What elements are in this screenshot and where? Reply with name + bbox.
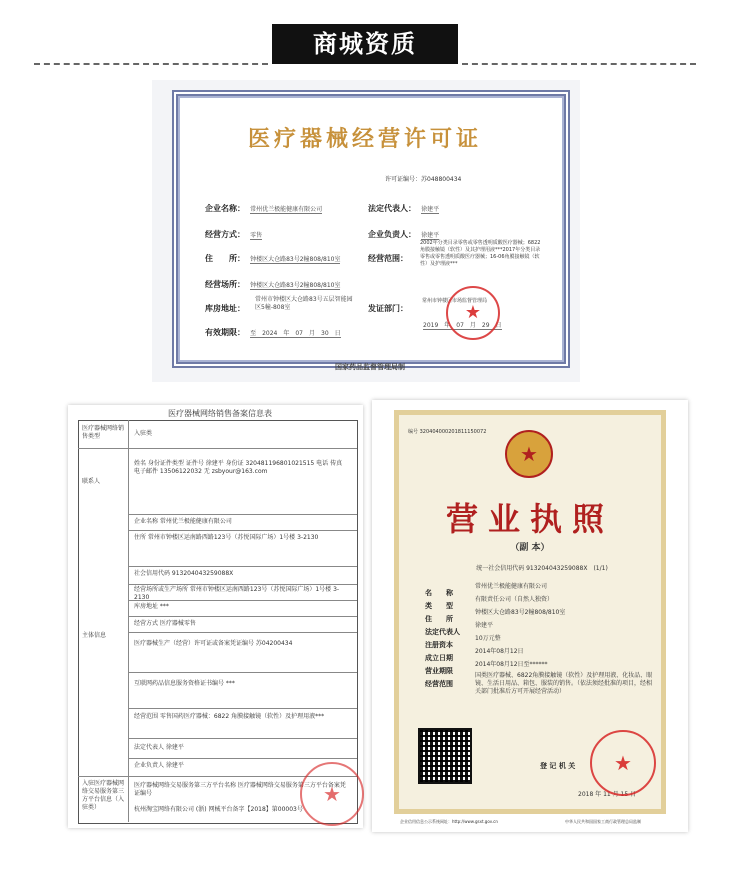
permit-issuer: 国家药品监督管理局制 xyxy=(335,363,405,371)
field-label: 企业负责人： xyxy=(368,230,416,239)
form-row-value: 姓名 身份证件类型 证件号 徐建平 身份证 320481196801021515 电话 传真 电子邮件 13506122032 无 zsbyour@163.com xyxy=(134,460,343,475)
form-row-value: 社会信用代码 913204043259088X xyxy=(134,570,234,577)
permit-issue-date: 2019 年 07 月 29 日 xyxy=(423,322,502,329)
field-label: 经营范围： xyxy=(368,254,408,263)
official-seal: ★ xyxy=(300,762,364,826)
form-row-value: 库房地址 *** xyxy=(134,603,169,610)
qr-code xyxy=(418,728,472,784)
form-row-value: 入驻类 xyxy=(134,430,153,437)
license-field-value: 有限责任公司（自然人独资） xyxy=(475,596,554,603)
form-row-value: 企业负责人 徐建平 xyxy=(134,762,184,769)
form-row-value: 医疗器械网络交易服务第三方平台名称 医疗器械网络交易服务第三方平台备案凭证编号 xyxy=(134,782,346,797)
form-divider xyxy=(128,616,357,617)
license-field-label: 类 型 xyxy=(425,602,453,610)
official-seal: ★ xyxy=(446,286,500,340)
form-row-label: 联系人 xyxy=(82,478,101,485)
permit-number: 许可证编号：苏048800434 xyxy=(385,176,462,183)
license-issue-date: 2018 年 11 月 15 日 xyxy=(578,791,637,798)
section-title: 商城资质 xyxy=(272,24,458,64)
field-label: 发证部门： xyxy=(368,304,408,313)
field-value: 至 2024 年 07 月 30 日 xyxy=(250,330,341,337)
field-value: 2002年分类目录零售或零售透明质酸医疗器械；6822 角膜接触镜（软性）及其护理用液***2017年分类目录零售或零售透明质酸医疗器械；16-06角膜接触镜（软性）及护理液*** xyxy=(420,240,541,267)
license-field-value: 钟楼区大仓路83号2幢808/810室 xyxy=(475,609,566,616)
registration-authority: 登 记 机 关 xyxy=(540,762,576,770)
license-field-label: 成立日期 xyxy=(425,654,453,662)
license-field-value: 2014年08月12日 xyxy=(475,648,524,655)
left-divider xyxy=(34,63,268,65)
license-field-value: 10万元整 xyxy=(475,635,501,642)
license-field-label: 名 称 xyxy=(425,589,453,597)
form-row-value: 互联网药品信息服务资格证书编号 *** xyxy=(134,680,235,687)
form-row-value: 经营方式 医疗器械零售 xyxy=(134,620,196,627)
license-field-value: 2014年08月12日至****** xyxy=(475,661,548,668)
field-label: 经营方式： xyxy=(205,230,245,239)
license-field-label: 法定代表人 xyxy=(425,628,460,636)
form-row-value: 经营范围 零售国药医疗器械：6822 角膜接触镜（软性）及护理用液*** xyxy=(134,713,325,720)
license-footer-right: 中华人民共和国国家工商行政管理总局监制 xyxy=(565,819,641,824)
form-row-value: 医疗器械生产（经营）许可证或备案凭证编号 苏04200434 xyxy=(134,640,293,647)
form-divider xyxy=(128,514,357,515)
license-field-value: 国类医疗器械、6822角膜接触镜（软性）及护理用液、化妆品、眼镜、生活日用品、箱包、服装的销售。（依法须经批准的项目，经相关部门批准后方可开展经营活动） xyxy=(475,672,653,695)
form-row-value: 企业名称 常州优兰极能健康有限公司 xyxy=(134,518,232,525)
permit-title: 医疗器械经营许可证 xyxy=(247,126,482,152)
form-divider xyxy=(128,708,357,709)
field-label: 有效期限： xyxy=(205,328,245,337)
field-value: 零售 xyxy=(250,232,263,239)
field-value: 徐建平 xyxy=(421,206,440,213)
license-footer-left: 企业信用信息公示系统网址：http://www.gsxt.gov.cn xyxy=(400,819,498,824)
field-value: 钟楼区大仓路83号2幢808/810室 xyxy=(250,256,341,263)
form-row-value: 经营场所或生产场所 常州市钟楼区运南西路123号（苏悦国际广场）1号楼 3-2130 xyxy=(134,586,340,601)
field-label: 经营场所： xyxy=(205,280,245,289)
form-title: 医疗器械网络销售备案信息表 xyxy=(168,409,272,418)
field-value: 常州优兰极能健康有限公司 xyxy=(250,206,323,213)
license-serial: 编号 320404000201811150072 xyxy=(408,429,487,435)
form-row-label: 医疗器械网络销售类型 xyxy=(82,425,125,440)
license-field-label: 注册资本 xyxy=(425,641,453,649)
field-value: 钟楼区大仓路83号2幢808/810室 xyxy=(250,282,341,289)
form-row-value: 住所 常州市钟楼区运南路西路123号（苏悦国际广场）1号楼 3-2130 xyxy=(134,534,319,541)
credit-code: 统一社会信用代码 913204043259088X (1/1) xyxy=(476,565,608,572)
field-value: 常州市钟楼区市场监督管理局 xyxy=(422,298,488,304)
form-row-value: 杭州淘宝网络有限公司 (浙) 网械平台备字【2018】第00003号 xyxy=(134,806,303,813)
form-divider xyxy=(128,758,357,759)
field-label: 企业名称： xyxy=(205,204,245,213)
form-divider xyxy=(128,672,357,673)
license-field-label: 营业期限 xyxy=(425,667,453,675)
field-value: 常州市钟楼区大仓路83号五层智能园区5幢-808室 xyxy=(255,296,353,311)
right-divider xyxy=(462,63,696,65)
license-field-label: 经营范围 xyxy=(425,680,453,688)
form-divider xyxy=(128,738,357,739)
form-divider xyxy=(78,448,357,449)
license-field-value: 常州优兰极能健康有限公司 xyxy=(475,583,548,590)
license-title: 营业执照 xyxy=(445,500,614,538)
field-label: 住 所： xyxy=(205,254,245,263)
form-row-label: 入驻医疗器械网络交易服务第三方平台信息（入驻类） xyxy=(82,780,125,811)
form-divider xyxy=(128,530,357,531)
form-row-label: 主体信息 xyxy=(82,632,107,639)
field-label: 库房地址： xyxy=(205,304,245,313)
form-divider xyxy=(128,632,357,633)
field-value: 徐建平 xyxy=(421,232,440,239)
official-seal: ★ xyxy=(590,730,656,796)
license-field-label: 住 所 xyxy=(425,615,453,623)
national-emblem: ★ xyxy=(505,430,553,478)
form-divider xyxy=(128,566,357,567)
license-field-value: 徐建平 xyxy=(475,622,494,629)
form-row-value: 法定代表人 徐建平 xyxy=(134,744,184,751)
form-divider xyxy=(128,584,357,585)
field-label: 法定代表人： xyxy=(368,204,416,213)
form-divider xyxy=(128,420,129,822)
license-subtitle: （副 本） xyxy=(510,543,550,553)
